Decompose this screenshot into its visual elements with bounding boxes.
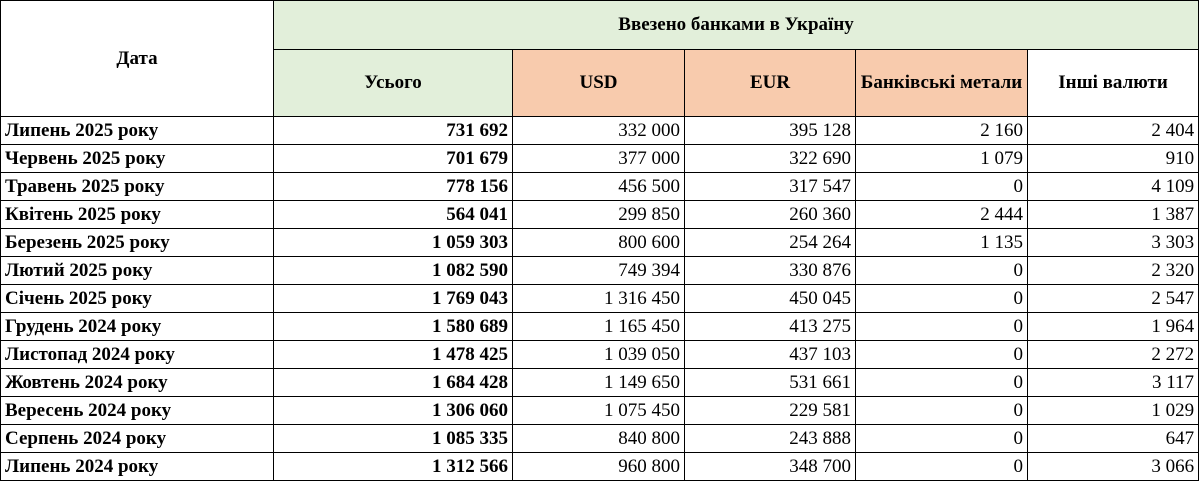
- cell-usd: 299 850: [513, 201, 685, 229]
- cell-metals: 2 444: [856, 201, 1028, 229]
- cell-usd: 456 500: [513, 173, 685, 201]
- cell-metals: 0: [856, 369, 1028, 397]
- table-row: [1, 117, 1199, 145]
- cell-usd: 800 600: [513, 229, 685, 257]
- cell-eur: 437 103: [685, 341, 856, 369]
- cell-metals: 0: [856, 453, 1028, 481]
- cell-metals: 1 079: [856, 145, 1028, 173]
- cell-other: 910: [1028, 145, 1199, 173]
- cell-total: 1 059 303: [274, 229, 513, 257]
- cell-usd: 749 394: [513, 257, 685, 285]
- cell-eur: 348 700: [685, 453, 856, 481]
- cell-metals: 1 135: [856, 229, 1028, 257]
- cell-date: Вересень 2024 року: [1, 397, 274, 425]
- table-row: [1, 201, 1199, 229]
- cell-eur: 229 581: [685, 397, 856, 425]
- cell-metals: 0: [856, 341, 1028, 369]
- cell-total: 1 769 043: [274, 285, 513, 313]
- cell-total: 1 085 335: [274, 425, 513, 453]
- header-date: Дата: [1, 1, 274, 117]
- cell-metals: 0: [856, 173, 1028, 201]
- cell-other: 2 272: [1028, 341, 1199, 369]
- header-total: Усього: [274, 50, 513, 117]
- table-body: [1, 117, 1199, 481]
- table-row: [1, 425, 1199, 453]
- cell-total: 1 082 590: [274, 257, 513, 285]
- cell-date: Лютий 2025 року: [1, 257, 274, 285]
- cell-other: 3 066: [1028, 453, 1199, 481]
- table-row: [1, 453, 1199, 481]
- cell-total: 1 580 689: [274, 313, 513, 341]
- table-row: [1, 257, 1199, 285]
- table-row: [1, 313, 1199, 341]
- cell-date: Червень 2025 року: [1, 145, 274, 173]
- header-other: Інші валюти: [1028, 50, 1199, 117]
- cell-total: 701 679: [274, 145, 513, 173]
- cell-eur: 413 275: [685, 313, 856, 341]
- cell-other: 2 320: [1028, 257, 1199, 285]
- cell-date: Липень 2025 року: [1, 117, 274, 145]
- table-row: [1, 229, 1199, 257]
- cell-date: Жовтень 2024 року: [1, 369, 274, 397]
- cell-total: 731 692: [274, 117, 513, 145]
- cell-eur: 260 360: [685, 201, 856, 229]
- cell-eur: 450 045: [685, 285, 856, 313]
- cell-other: 3 303: [1028, 229, 1199, 257]
- cell-eur: 317 547: [685, 173, 856, 201]
- header-eur: EUR: [685, 50, 856, 117]
- cell-date: Листопад 2024 року: [1, 341, 274, 369]
- cell-usd: 377 000: [513, 145, 685, 173]
- cell-date: Серпень 2024 року: [1, 425, 274, 453]
- cell-total: 778 156: [274, 173, 513, 201]
- table-row: [1, 397, 1199, 425]
- cell-eur: 322 690: [685, 145, 856, 173]
- cell-total: 1 684 428: [274, 369, 513, 397]
- table-row: [1, 285, 1199, 313]
- cell-other: 4 109: [1028, 173, 1199, 201]
- cell-total: 1 312 566: [274, 453, 513, 481]
- cell-date: Грудень 2024 року: [1, 313, 274, 341]
- cell-usd: 840 800: [513, 425, 685, 453]
- cell-metals: 0: [856, 313, 1028, 341]
- cell-other: 1 029: [1028, 397, 1199, 425]
- cell-other: 1 387: [1028, 201, 1199, 229]
- cell-eur: 243 888: [685, 425, 856, 453]
- table-row: [1, 145, 1199, 173]
- cell-metals: 2 160: [856, 117, 1028, 145]
- cell-eur: 330 876: [685, 257, 856, 285]
- cell-eur: 531 661: [685, 369, 856, 397]
- cell-total: 564 041: [274, 201, 513, 229]
- cell-usd: 1 165 450: [513, 313, 685, 341]
- cell-metals: 0: [856, 285, 1028, 313]
- cell-date: Березень 2025 року: [1, 229, 274, 257]
- cell-eur: 254 264: [685, 229, 856, 257]
- table-row: [1, 173, 1199, 201]
- table-row: [1, 369, 1199, 397]
- cell-metals: 0: [856, 397, 1028, 425]
- header-metals: Банківські метали: [856, 50, 1028, 117]
- cell-metals: 0: [856, 257, 1028, 285]
- cell-usd: 332 000: [513, 117, 685, 145]
- cell-date: Квітень 2025 року: [1, 201, 274, 229]
- cell-date: Травень 2025 року: [1, 173, 274, 201]
- header-imported-group: Ввезено банками в Україну: [274, 1, 1199, 50]
- cell-metals: 0: [856, 425, 1028, 453]
- table-row: [1, 341, 1199, 369]
- cell-usd: 1 075 450: [513, 397, 685, 425]
- cell-total: 1 306 060: [274, 397, 513, 425]
- cell-other: 647: [1028, 425, 1199, 453]
- header-usd: USD: [513, 50, 685, 117]
- cell-other: 2 547: [1028, 285, 1199, 313]
- cell-other: 1 964: [1028, 313, 1199, 341]
- cell-date: Липень 2024 року: [1, 453, 274, 481]
- cell-usd: 960 800: [513, 453, 685, 481]
- cell-usd: 1 316 450: [513, 285, 685, 313]
- cell-eur: 395 128: [685, 117, 856, 145]
- cell-total: 1 478 425: [274, 341, 513, 369]
- cell-usd: 1 039 050: [513, 341, 685, 369]
- cell-date: Січень 2025 року: [1, 285, 274, 313]
- cell-usd: 1 149 650: [513, 369, 685, 397]
- cell-other: 2 404: [1028, 117, 1199, 145]
- cell-other: 3 117: [1028, 369, 1199, 397]
